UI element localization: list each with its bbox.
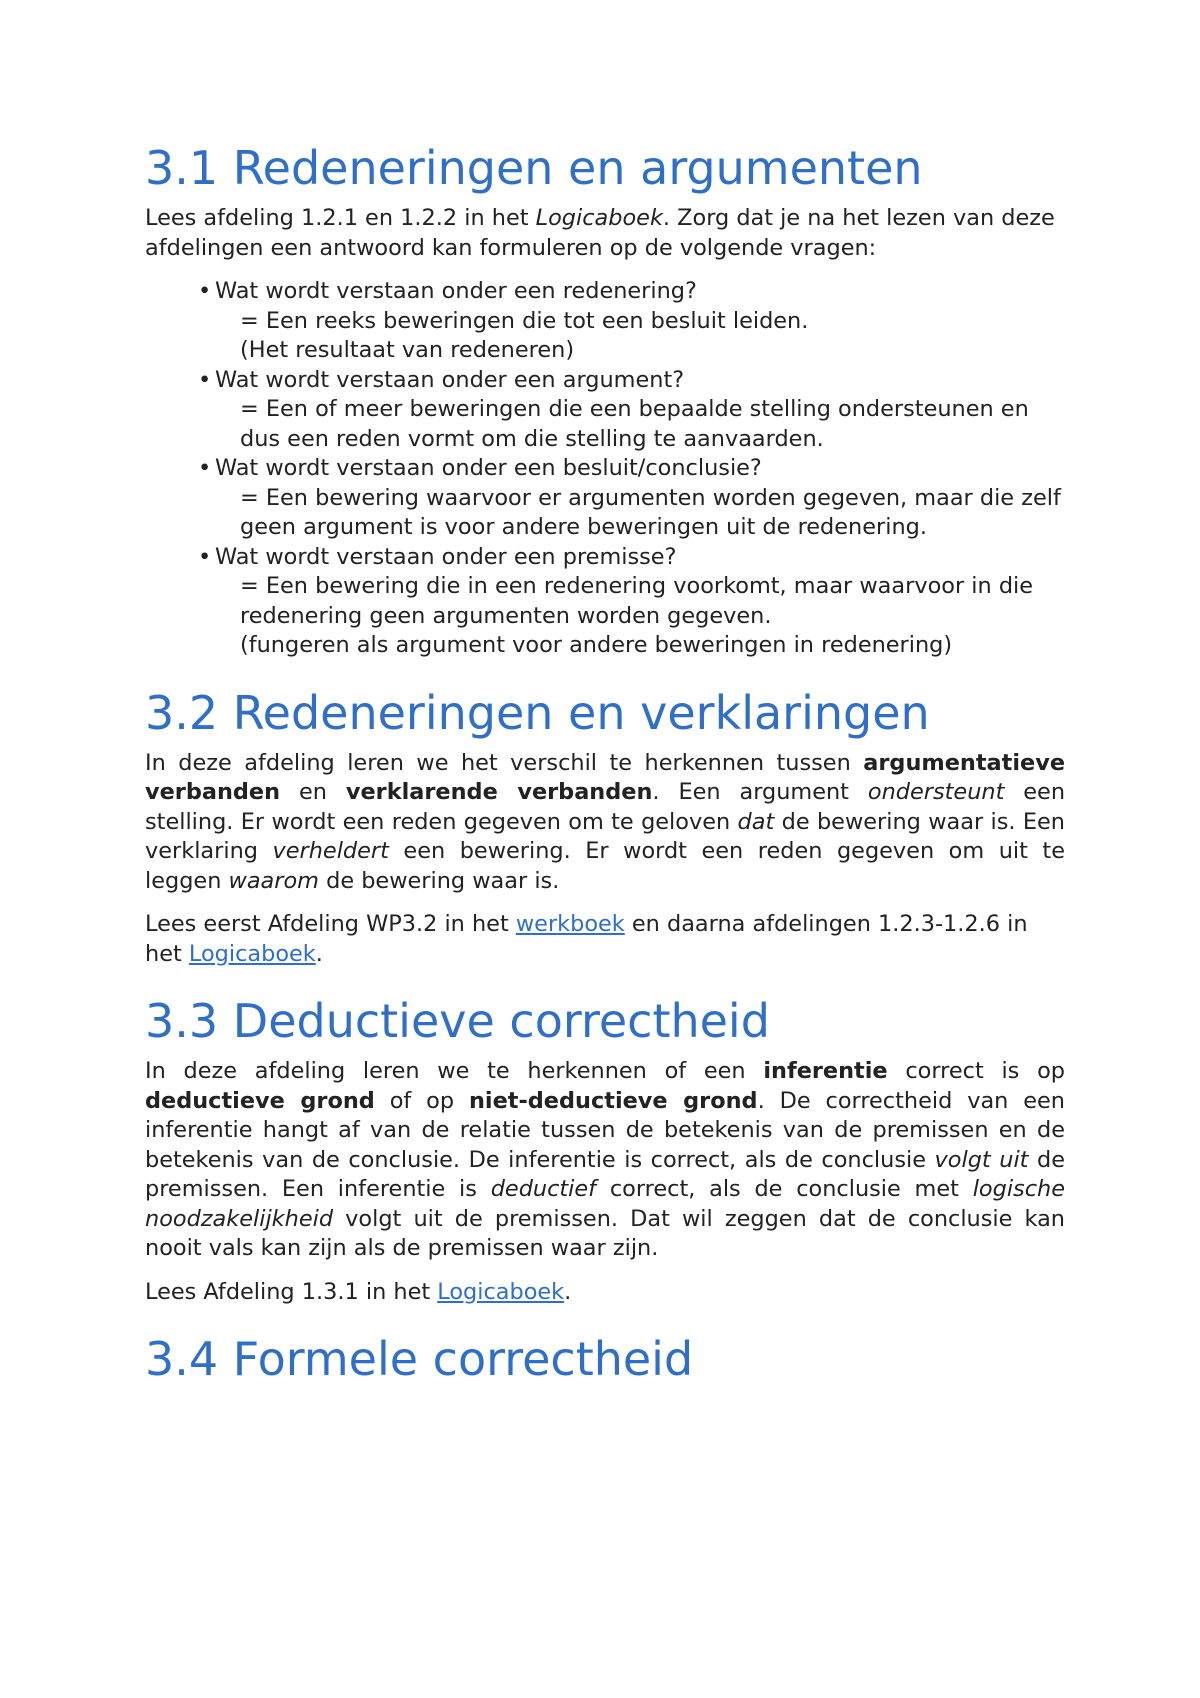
bold-term: argumentatieve verbanden: [145, 749, 1065, 805]
italic-term: dat: [737, 808, 775, 835]
section-3-1-heading: 3.1 Redeneringen en argumenten: [145, 141, 923, 195]
list-item: [200, 543, 1065, 661]
bullet-icon: •: [198, 455, 212, 481]
bold-term: niet-deductieve grond: [468, 1087, 758, 1114]
answer-text: = Een reeks beweringen die tot een besluit leiden.: [240, 307, 809, 334]
section-3-2-reading: Lees eerst Afdeling WP3.2 in het werkboek en daarna afdelingen 1.2.3-1.2.6 in het Logicaboek.: [145, 911, 1028, 967]
italic-term: verheldert: [272, 838, 389, 864]
bold-term: verklarende verbanden: [345, 779, 653, 805]
logicaboek-link[interactable]: Logicaboek: [188, 940, 316, 967]
section-3-1-intro: Lees afdeling 1.2.1 en 1.2.2 in het Logicaboek. Zorg dat je na het lezen van deze afdelingen een antwoord kan formuleren op de volgende vragen:: [145, 205, 1055, 261]
answer-text: (Het resultaat van redeneren): [240, 337, 575, 363]
logicaboek-link[interactable]: Logicaboek: [437, 1278, 565, 1305]
italic-term: waarom: [228, 867, 319, 894]
question-text: Wat wordt verstaan onder een besluit/conclusie?: [215, 455, 762, 481]
italic-term: logische noodzakelijkheid: [145, 1176, 1065, 1232]
book-title: Logicaboek: [535, 205, 663, 231]
list-item: [200, 454, 1065, 543]
italic-term: ondersteunt: [867, 779, 1005, 805]
answer-text: = Een bewering waarvoor er argumenten worden gegeven, maar die zelf geen argument is voor andere beweringen uit de redenering.: [240, 484, 1061, 540]
bullet-icon: •: [198, 366, 212, 393]
list-item: [200, 366, 1065, 455]
answer-text: (fungeren als argument voor andere beweringen in redenering): [240, 632, 953, 658]
italic-term: deductief: [490, 1176, 597, 1202]
bullet-icon: •: [198, 278, 212, 304]
bullet-icon: •: [198, 543, 212, 570]
answer-text: = Een bewering die in een redenering voorkomt, maar waarvoor in die redenering geen argumenten worden gegeven.: [240, 573, 1034, 629]
question-text: Wat wordt verstaan onder een premisse?: [215, 543, 677, 570]
bold-term: deductieve grond: [145, 1087, 375, 1114]
werkboek-link[interactable]: werkboek: [515, 911, 625, 937]
section-3-2-heading: 3.2 Redeneringen en verklaringen: [145, 685, 930, 740]
section-3-3-heading: 3.3 Deductieve correctheid: [145, 994, 770, 1048]
section-3-3-reading: Lees Afdeling 1.3.1 in het Logicaboek.: [145, 1278, 572, 1305]
section-3-4-heading: 3.4 Formele correctheid: [145, 1332, 694, 1386]
question-text: Wat wordt verstaan onder een redenering?: [215, 278, 697, 304]
question-text: Wat wordt verstaan onder een argument?: [215, 366, 685, 393]
answer-text: = Een of meer beweringen die een bepaalde stelling ondersteunen en dus een reden vormt om die stelling te aanvaarden.: [240, 396, 1029, 452]
section-3-3-paragraph: In deze afdeling leren we te herkennen of een inferentie correct is op deductieve grond of op niet-deductieve grond. De correctheid van een inferentie hangt af van de relatie tussen de betekenis van de premissen en de betekenis van de conclusie. De inferentie is correct, als de conclusie volgt uit de premissen. Een inferentie is deductief correct, als de conclusie met logische noodzakelijkheid volgt uit de premissen. Dat wil zeggen dat de conclusie kan nooit vals kan zijn als de premissen waar zijn.: [145, 1058, 1065, 1261]
bold-term: inferentie: [763, 1058, 888, 1084]
italic-term: volgt uit: [934, 1146, 1029, 1173]
question-list: [145, 277, 1065, 661]
list-item: [200, 277, 1065, 366]
section-3-2-paragraph: In deze afdeling leren we het verschil te herkennen tussen argumentatieve verbanden en verklarende verbanden. Een argument ondersteunt een stelling. Er wordt een reden gegeven om te geloven dat de bewering waar is. Een verklaring verheldert een bewering. Er wordt een reden gegeven om uit te leggen waarom de bewering waar is.: [145, 749, 1066, 894]
